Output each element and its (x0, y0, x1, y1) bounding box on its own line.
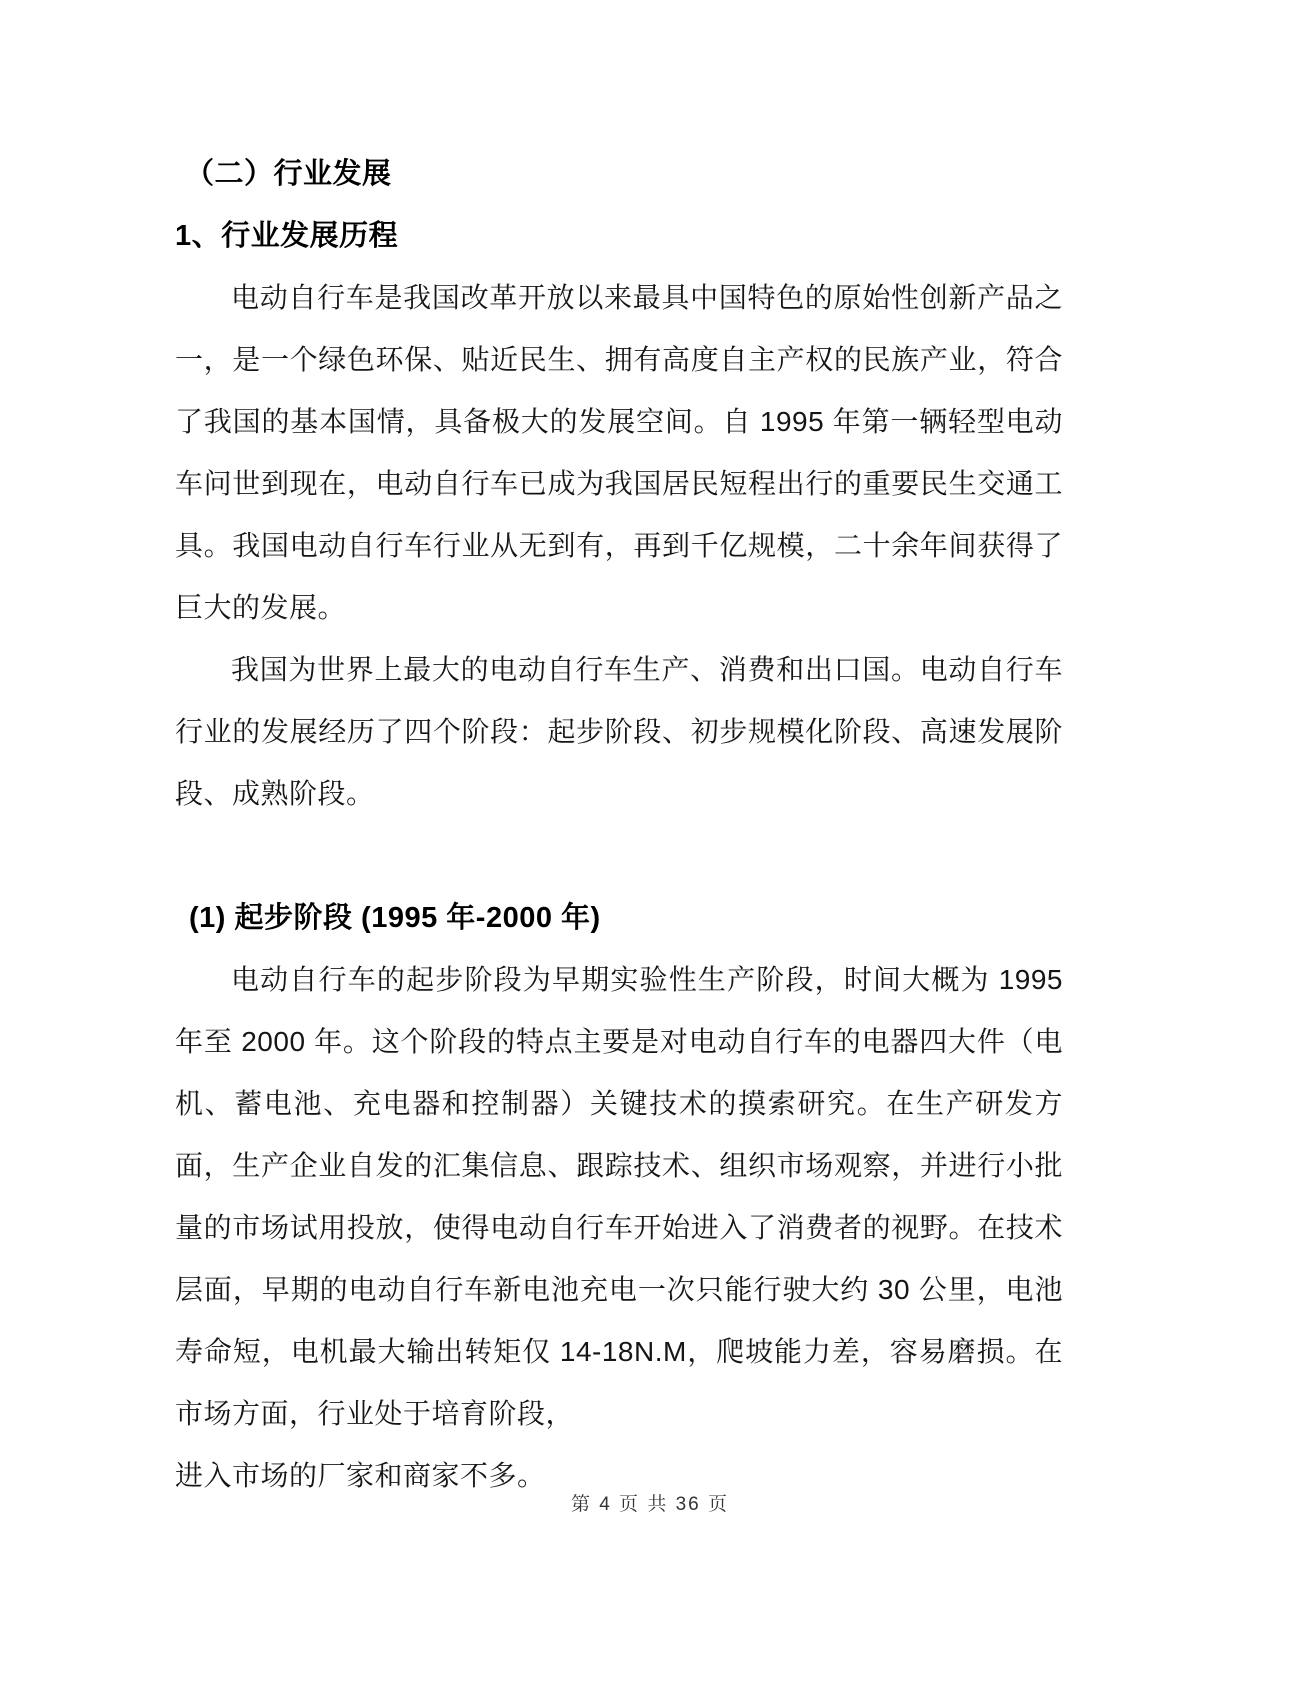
paragraph-stage1-continuation: 进入市场的厂家和商家不多。 (175, 1460, 546, 1491)
subsection-heading: 1、行业发展历程 (175, 220, 399, 252)
paragraph-four-stages: 我国为世界上最大的电动自行车生产、消费和出口国。电动自行车行业的发展经历了四个阶段：起步阶段、初步规模化阶段、高速发展阶段、成熟阶段。 (175, 654, 1063, 809)
page-number-text: 第 4 页 共 36 页 (570, 1494, 730, 1515)
section-heading: （二）行业发展 (185, 158, 392, 190)
stage1-heading: (1) 起步阶段 (1995 年-2000 年) (189, 902, 601, 934)
paragraph-stage1-detail: 电动自行车的起步阶段为早期实验性生产阶段，时间大概为 1995 年至 2000 年。这个阶段的特点主要是对电动自行车的电器四大件（电机、蓄电池、充电器和控制器）关键技术的摸索研究。在生产研发方面，生产企业自发的汇集信息、跟踪技术、组织市场观察，并进行小批量的市场试用投放，使得电动自行车开始进入了消费者的视野。在技术层面，早期的电动自行车新电池充电一次只能行驶大约 30 公里，电池寿命短，电机最大输出转矩仅 14-18N.M，爬坡能力差，容易磨损。在市场方面，行业处于培育阶段， (175, 964, 1063, 1429)
paragraph-industry-intro: 电动自行车是我国改革开放以来最具中国特色的原始性创新产品之一，是一个绿色环保、贴近民生、拥有高度自主产权的民族产业，符合了我国的基本国情，具备极大的发展空间。自 1995 年第一辆轻型电动车问世到现在，电动自行车已成为我国居民短程出行的重要民生交通工具。我国电动自行车行业从无到有，再到千亿规模，二十余年间获得了巨大的发展。 (175, 282, 1063, 623)
page-footer (0, 1490, 1300, 1520)
